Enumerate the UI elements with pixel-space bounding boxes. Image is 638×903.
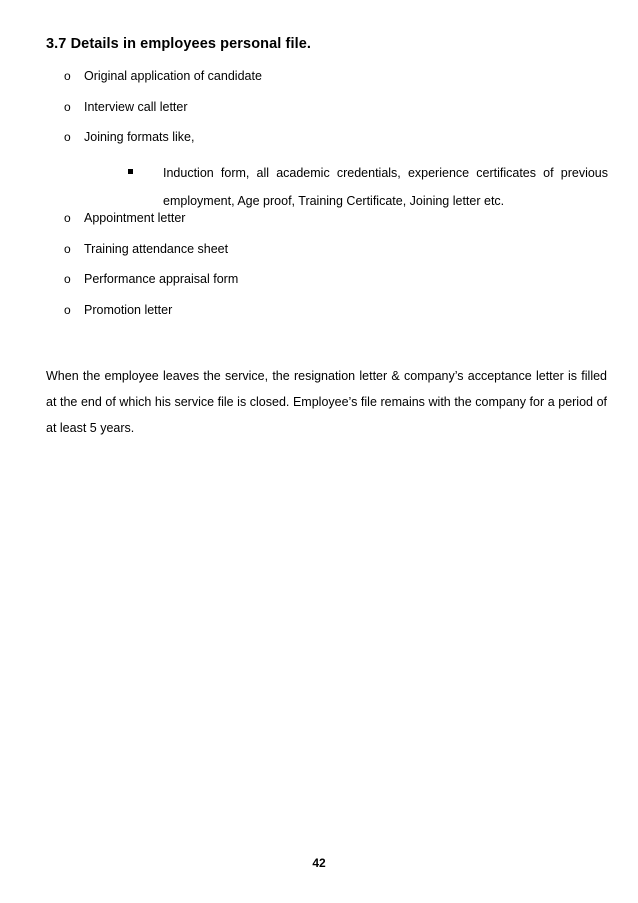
list-item <box>64 130 194 144</box>
list-item <box>64 69 262 83</box>
list-item <box>64 303 172 317</box>
hollow-circle-bullet-icon: o <box>64 69 71 83</box>
list-item <box>64 242 228 256</box>
hollow-circle-bullet-icon: o <box>64 303 71 317</box>
list-item <box>64 272 238 286</box>
hollow-circle-bullet-icon: o <box>64 130 71 144</box>
section-heading: 3.7 Details in employees personal file. <box>46 36 312 52</box>
list-item-text: Interview call letter <box>84 100 188 114</box>
list-item-text: Performance appraisal form <box>84 272 239 286</box>
list-item-text: Promotion letter <box>84 303 173 317</box>
page-number: 42 <box>312 856 326 870</box>
sub-list-item-text: Induction form, all academic credentials, experience certificates of previous employment, Age proof, Training Certificate, Joining letter etc. <box>163 166 608 208</box>
hollow-circle-bullet-icon: o <box>64 100 71 114</box>
list-item-text: Original application of candidate <box>84 69 262 83</box>
list-item <box>64 100 188 114</box>
list-item-text: Training attendance sheet <box>84 242 229 256</box>
sub-list-item <box>128 159 608 215</box>
list-item-text: Appointment letter <box>84 211 186 225</box>
square-bullet-icon <box>128 169 133 174</box>
hollow-circle-bullet-icon: o <box>64 242 71 256</box>
list-item <box>64 211 185 225</box>
hollow-circle-bullet-icon: o <box>64 211 71 225</box>
list-item-text: Joining formats like, <box>84 130 195 144</box>
body-paragraph: When the employee leaves the service, the resignation letter & company’s acceptance letter is filled at the end of which his service file is closed. Employee’s file remains with the company for a period of at least 5 years. <box>46 369 607 435</box>
hollow-circle-bullet-icon: o <box>64 272 71 286</box>
